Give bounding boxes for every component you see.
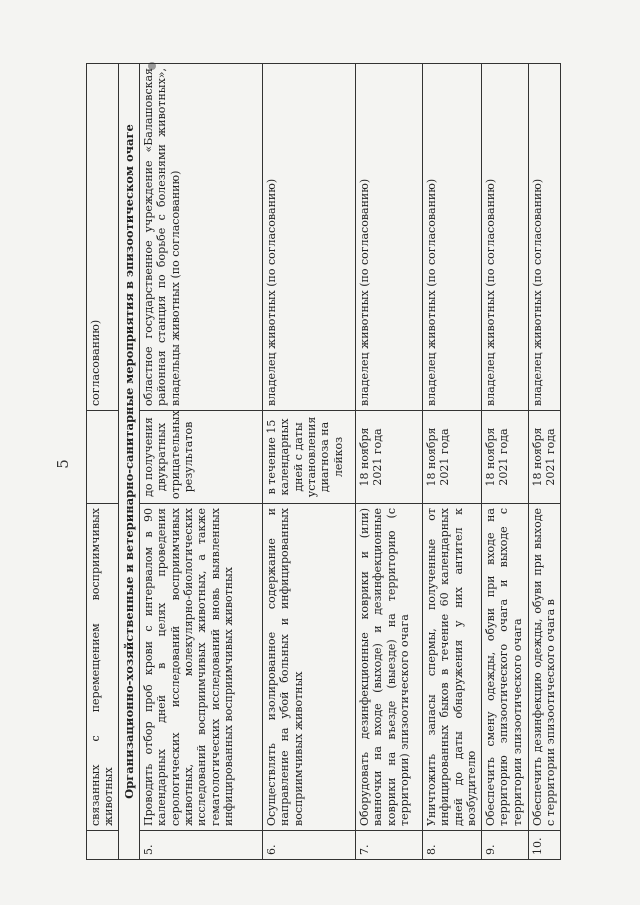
table-row [528,64,560,860]
cell-term: в течение 15 календарных дней с даты установления диагноза на лейкоз [262,411,355,504]
cell-term: 18 ноября 2021 года [528,411,560,504]
measures-table [86,63,561,860]
page-number: 5 [53,459,72,469]
cell-num: 5. [139,831,262,860]
cell-action: Обеспечить дезинфекцию одежды, обуви при выходе с территории эпизоотического очага в [528,504,560,831]
cell-responsible: владелец животных (по согласованию) [422,64,481,411]
table-row-continued [87,64,119,860]
table-row [422,64,481,860]
cell-num: 7. [355,831,422,860]
rotated-table-container [86,68,606,860]
cell-num [87,831,119,860]
table-row [262,64,355,860]
cell-term [87,411,119,504]
cell-action: связанных с перемещением восприимчивых животных [87,504,119,831]
cell-term: 18 ноября 2021 года [481,411,528,504]
cell-responsible: владелец животных (по согласованию) [528,64,560,411]
section-header-row [118,64,139,860]
table-row [481,64,528,860]
cell-action: Уничтожить запасы спермы, полученные от инфицированных быков в течение 60 календарных дней до даты обнаружения у них антител к возбудителю [422,504,481,831]
cell-responsible: владелец животных (по согласованию) [262,64,355,411]
cell-action: Оборудовать дезинфекционные коврики и (или) ванночки на входе (выходе) и дезинфекционные коврики на въезде (выезде) на территорию (с территории) эпизоотического очага [355,504,422,831]
cell-num: 10. [528,831,560,860]
cell-num: 6. [262,831,355,860]
cell-term: до получения двукратных отрицательных результатов [139,411,262,504]
cell-num: 8. [422,831,481,860]
cell-term: 18 ноября 2021 года [355,411,422,504]
table-row [355,64,422,860]
cell-term: 18 ноября 2021 года [422,411,481,504]
cell-action: Обеспечить смену одежды, обуви при входе на территорию эпизоотического очага и выходе с территории эпизоотического очага [481,504,528,831]
cell-action: Осуществлять изолированное содержание и направление на убой больных и инфицированных восприимчивых животных [262,504,355,831]
cell-responsible: владелец животных (по согласованию) [355,64,422,411]
cell-responsible: областное государственное учреждение «Балашовская районная станция по борьбе с болезнями животных», владельцы животных (по согласованию) [139,64,262,411]
table-row [139,64,262,860]
cell-responsible: владелец животных (по согласованию) [481,64,528,411]
cell-num: 9. [481,831,528,860]
cell-action: Проводить отбор проб крови с интервалом в 90 календарных дней в целях проведения серологических исследований восприимчивых животных, молекулярно-биологических исследований восприимчивых животных, а также гематологических исследований вновь выявленных инфицированных восприимчивых животных [139,504,262,831]
section-title: Организационно-хозяйственные и ветеринарно-санитарные мероприятия в эпизоотическом очаге [118,64,139,860]
cell-responsible: согласованию) [87,64,119,411]
